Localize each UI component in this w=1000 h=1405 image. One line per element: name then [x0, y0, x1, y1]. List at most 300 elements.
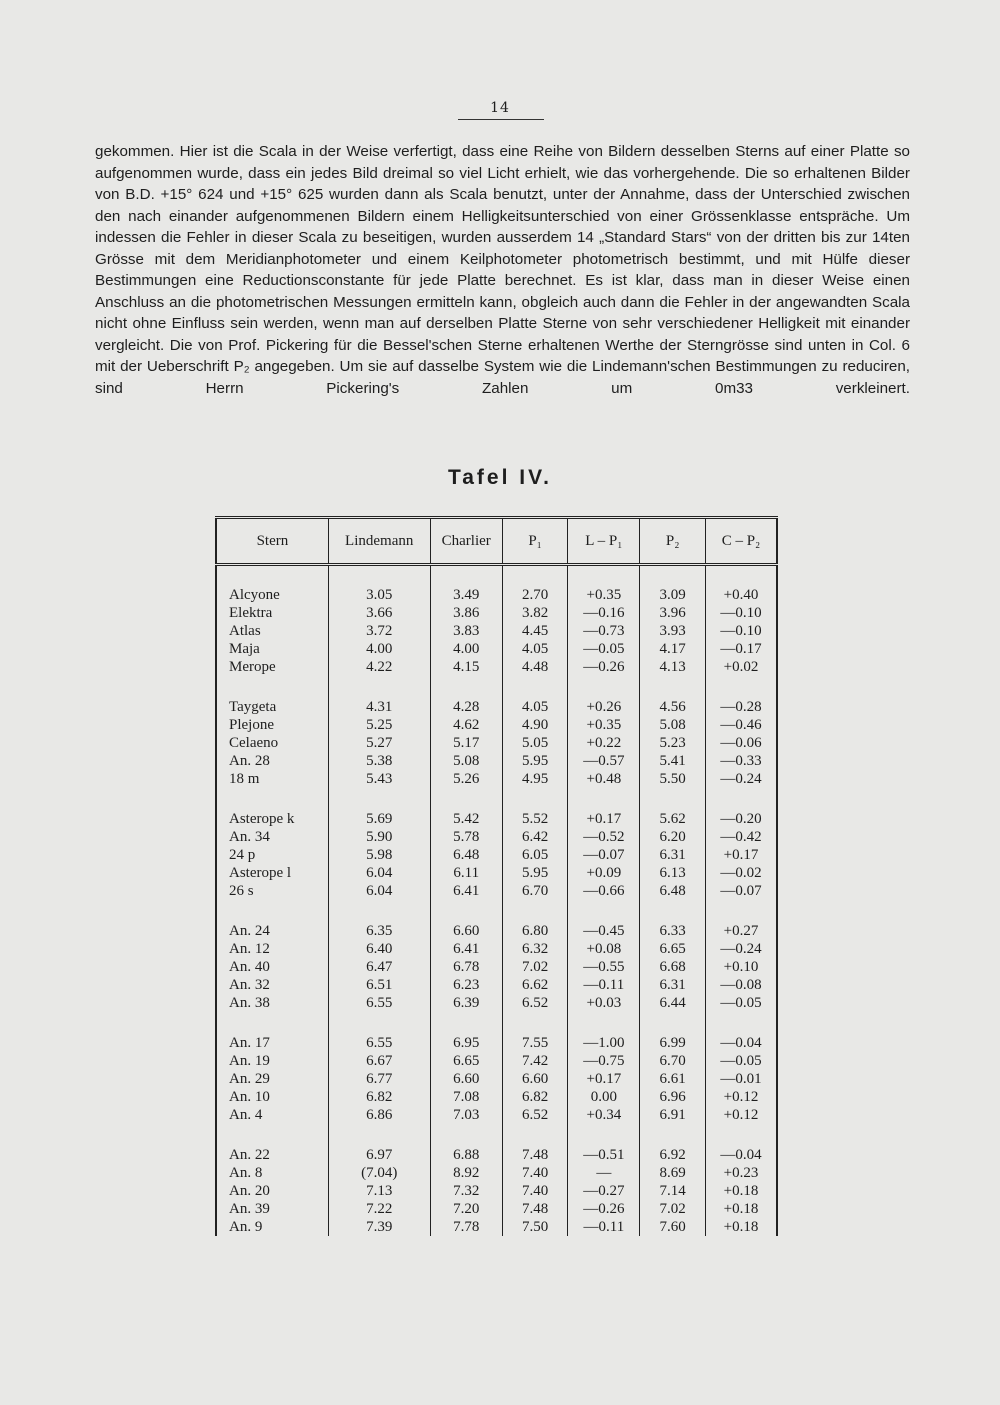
col-header-lindemann: Lindemann — [328, 518, 430, 565]
spacer-cell — [328, 1124, 430, 1146]
cell-c-minus-p2: —0.10 — [705, 622, 777, 640]
cell-charlier: 4.15 — [430, 658, 502, 676]
table-header-row — [216, 518, 777, 565]
cell-l-minus-p1: —0.16 — [568, 604, 640, 622]
cell-charlier: 6.41 — [430, 882, 502, 900]
cell-p1: 6.62 — [502, 976, 568, 994]
col-header-stern: Stern — [216, 518, 328, 565]
cell-charlier: 6.60 — [430, 922, 502, 940]
table-row — [216, 658, 777, 676]
cell-lindemann: 5.90 — [328, 828, 430, 846]
cell-charlier: 7.03 — [430, 1106, 502, 1124]
cell-stern: An. 20 — [216, 1182, 328, 1200]
cell-charlier: 6.60 — [430, 1070, 502, 1088]
cell-stern: Plejone — [216, 716, 328, 734]
table-row — [216, 976, 777, 994]
spacer-cell — [705, 788, 777, 810]
cell-p1: 4.48 — [502, 658, 568, 676]
cell-lindemann: 6.40 — [328, 940, 430, 958]
spacer-cell — [502, 1124, 568, 1146]
cell-lindemann: 7.39 — [328, 1218, 430, 1236]
table-row — [216, 752, 777, 770]
cell-stern: 24 p — [216, 846, 328, 864]
cell-l-minus-p1: +0.35 — [568, 586, 640, 604]
spacer-cell — [640, 900, 706, 922]
cell-p2: 6.91 — [640, 1106, 706, 1124]
cell-c-minus-p2: —0.04 — [705, 1146, 777, 1164]
cell-lindemann: 6.86 — [328, 1106, 430, 1124]
cell-c-minus-p2: —0.42 — [705, 828, 777, 846]
cell-l-minus-p1: —0.66 — [568, 882, 640, 900]
cell-stern: An. 10 — [216, 1088, 328, 1106]
cell-stern: Merope — [216, 658, 328, 676]
spacer-cell — [502, 900, 568, 922]
group-spacer — [216, 900, 777, 922]
cell-c-minus-p2: —0.05 — [705, 994, 777, 1012]
cell-c-minus-p2: —0.20 — [705, 810, 777, 828]
cell-lindemann: 7.22 — [328, 1200, 430, 1218]
cell-charlier: 4.28 — [430, 698, 502, 716]
spacer-cell — [216, 1012, 328, 1034]
table-row — [216, 640, 777, 658]
spacer-cell — [430, 900, 502, 922]
cell-c-minus-p2: —0.08 — [705, 976, 777, 994]
cell-p2: 4.56 — [640, 698, 706, 716]
cell-p1: 2.70 — [502, 586, 568, 604]
cell-l-minus-p1: +0.17 — [568, 1070, 640, 1088]
spacer-cell — [216, 1124, 328, 1146]
cell-l-minus-p1: +0.34 — [568, 1106, 640, 1124]
cell-c-minus-p2: +0.23 — [705, 1164, 777, 1182]
data-table — [215, 516, 778, 1236]
cell-l-minus-p1: +0.17 — [568, 810, 640, 828]
cell-p1: 6.52 — [502, 994, 568, 1012]
cell-l-minus-p1: —0.11 — [568, 976, 640, 994]
cell-lindemann: 6.77 — [328, 1070, 430, 1088]
cell-stern: Alcyone — [216, 586, 328, 604]
table-row — [216, 770, 777, 788]
cell-stern: 18 m — [216, 770, 328, 788]
cell-stern: An. 40 — [216, 958, 328, 976]
spacer-cell — [328, 788, 430, 810]
table-row — [216, 734, 777, 752]
table-row — [216, 604, 777, 622]
cell-p2: 8.69 — [640, 1164, 706, 1182]
cell-lindemann: 6.51 — [328, 976, 430, 994]
cell-p1: 4.05 — [502, 640, 568, 658]
cell-p1: 6.70 — [502, 882, 568, 900]
cell-stern: An. 9 — [216, 1218, 328, 1236]
spacer-cell — [705, 565, 777, 587]
cell-p1: 4.90 — [502, 716, 568, 734]
table-row — [216, 622, 777, 640]
spacer-cell — [216, 788, 328, 810]
cell-p2: 6.20 — [640, 828, 706, 846]
spacer-cell — [705, 676, 777, 698]
col-header-p1: P₁ — [502, 518, 568, 565]
body-paragraph — [95, 141, 910, 399]
cell-l-minus-p1: +0.03 — [568, 994, 640, 1012]
cell-charlier: 6.48 — [430, 846, 502, 864]
cell-p2: 6.33 — [640, 922, 706, 940]
cell-charlier: 6.65 — [430, 1052, 502, 1070]
cell-p1: 4.45 — [502, 622, 568, 640]
cell-p1: 6.82 — [502, 1088, 568, 1106]
cell-l-minus-p1: —0.55 — [568, 958, 640, 976]
group-spacer — [216, 565, 777, 587]
spacer-cell — [502, 676, 568, 698]
cell-lindemann: 5.43 — [328, 770, 430, 788]
cell-lindemann: 6.97 — [328, 1146, 430, 1164]
cell-p2: 6.44 — [640, 994, 706, 1012]
cell-charlier: 7.78 — [430, 1218, 502, 1236]
magnitude-table — [215, 516, 778, 1246]
cell-p2: 6.68 — [640, 958, 706, 976]
cell-p2: 5.23 — [640, 734, 706, 752]
table-row — [216, 1200, 777, 1218]
cell-stern: An. 32 — [216, 976, 328, 994]
cell-p2: 3.96 — [640, 604, 706, 622]
cell-p1: 7.48 — [502, 1146, 568, 1164]
cell-charlier: 6.95 — [430, 1034, 502, 1052]
cell-lindemann: 3.72 — [328, 622, 430, 640]
cell-lindemann: 5.38 — [328, 752, 430, 770]
cell-l-minus-p1: 0.00 — [568, 1088, 640, 1106]
spacer-cell — [216, 676, 328, 698]
cell-l-minus-p1: —1.00 — [568, 1034, 640, 1052]
spacer-cell — [328, 676, 430, 698]
table-row — [216, 1034, 777, 1052]
cell-c-minus-p2: —0.04 — [705, 1034, 777, 1052]
spacer-cell — [328, 565, 430, 587]
cell-charlier: 3.83 — [430, 622, 502, 640]
cell-l-minus-p1: —0.45 — [568, 922, 640, 940]
cell-c-minus-p2: +0.18 — [705, 1218, 777, 1236]
table-row — [216, 940, 777, 958]
cell-p1: 7.40 — [502, 1164, 568, 1182]
cell-lindemann: 6.82 — [328, 1088, 430, 1106]
spacer-cell — [430, 676, 502, 698]
cell-c-minus-p2: —0.07 — [705, 882, 777, 900]
spacer-cell — [502, 565, 568, 587]
spacer-cell — [328, 1012, 430, 1034]
spacer-cell — [705, 1012, 777, 1034]
table-row — [216, 994, 777, 1012]
cell-charlier: 5.42 — [430, 810, 502, 828]
cell-c-minus-p2: +0.17 — [705, 846, 777, 864]
cell-lindemann: 6.55 — [328, 1034, 430, 1052]
paragraph-text: gekommen. Hier ist die Scala in der Weise verfertigt, dass eine Reihe von Bildern desselben Sterns auf einer Platte so aufgenommen wurde, dass ein jedes Bild dreimal so viel Licht erhielt, wie das vorhergehende. Die so erhaltenen Bilder von B.D. +15° 624 und +15° 625 wurden dann als Scala benutzt, unter der Annahme, dass der Unterschied zwischen den nach einander aufgenommenen Bildern einem Helligkeitsunterschied von einer Grössenklasse entspräche. Um indessen die Fehler in dieser Scala zu beseitigen, wurden ausserdem 14 „Standard Stars“ von der dritten bis zur 14ten Grösse mit dem Meridianphotometer und einem Keilphotometer photometrisch bestimmt, und mit Hülfe dieser Bestimmungen eine Reductionsconstante für jede Platte berechnet. Es ist klar, dass man in dieser Weise einen Anschluss an die photometrischen Messungen ermitteln kann, obgleich auch dann die Fehler in der angewandten Scala nicht ohne Einfluss sein werden, wenn man auf derselben Platte Sterne von sehr verschiedener Helligkeit mit einander vergleicht. Die von Prof. Pickering für die Bessel'schen Sterne erhaltenen Werthe der Sterngrösse sind unten in Col. 6 mit der Ueberschrift P₂ angegeben. Um sie auf dasselbe System wie die Lindemann'schen Bestimmungen zu reduciren, sind Herrn Pickering's Zahlen um 0m33 verkleinert. — [95, 143, 910, 397]
spacer-cell — [640, 676, 706, 698]
cell-stern: An. 8 — [216, 1164, 328, 1182]
cell-stern: An. 38 — [216, 994, 328, 1012]
cell-p2: 6.31 — [640, 976, 706, 994]
table-body — [216, 565, 777, 1237]
cell-c-minus-p2: —0.24 — [705, 770, 777, 788]
cell-lindemann: 4.31 — [328, 698, 430, 716]
cell-l-minus-p1: +0.48 — [568, 770, 640, 788]
cell-stern: An. 39 — [216, 1200, 328, 1218]
cell-p2: 4.13 — [640, 658, 706, 676]
table-row — [216, 1106, 777, 1124]
table-row — [216, 846, 777, 864]
cell-p1: 4.95 — [502, 770, 568, 788]
cell-l-minus-p1: — — [568, 1164, 640, 1182]
cell-p2: 6.13 — [640, 864, 706, 882]
cell-p2: 5.08 — [640, 716, 706, 734]
cell-p2: 7.02 — [640, 1200, 706, 1218]
cell-charlier: 8.92 — [430, 1164, 502, 1182]
cell-lindemann: 6.04 — [328, 864, 430, 882]
cell-p2: 7.14 — [640, 1182, 706, 1200]
cell-stern: An. 24 — [216, 922, 328, 940]
cell-p1: 4.05 — [502, 698, 568, 716]
cell-p2: 6.70 — [640, 1052, 706, 1070]
cell-p1: 7.48 — [502, 1200, 568, 1218]
cell-p1: 6.42 — [502, 828, 568, 846]
table-row — [216, 1164, 777, 1182]
cell-c-minus-p2: —0.05 — [705, 1052, 777, 1070]
table-row — [216, 828, 777, 846]
cell-stern: An. 17 — [216, 1034, 328, 1052]
cell-charlier: 5.26 — [430, 770, 502, 788]
cell-lindemann: 7.13 — [328, 1182, 430, 1200]
page-number-rule — [458, 119, 544, 120]
table-row — [216, 1146, 777, 1164]
cell-l-minus-p1: +0.26 — [568, 698, 640, 716]
cell-lindemann: 6.35 — [328, 922, 430, 940]
cell-l-minus-p1: —0.07 — [568, 846, 640, 864]
cell-p2: 5.41 — [640, 752, 706, 770]
table-title: Tafel IV. — [447, 466, 553, 489]
spacer-cell — [502, 788, 568, 810]
col-header-c-minus-p2: C – P₂ — [705, 518, 777, 565]
table-row — [216, 716, 777, 734]
cell-lindemann: 3.05 — [328, 586, 430, 604]
cell-p2: 6.31 — [640, 846, 706, 864]
spacer-cell — [430, 1124, 502, 1146]
cell-charlier: 5.78 — [430, 828, 502, 846]
group-spacer — [216, 1012, 777, 1034]
spacer-cell — [568, 1012, 640, 1034]
cell-stern: Asterope l — [216, 864, 328, 882]
cell-charlier: 6.41 — [430, 940, 502, 958]
cell-lindemann: 4.00 — [328, 640, 430, 658]
cell-charlier: 6.78 — [430, 958, 502, 976]
cell-p1: 7.02 — [502, 958, 568, 976]
group-spacer — [216, 1124, 777, 1146]
cell-p1: 6.80 — [502, 922, 568, 940]
cell-charlier: 7.08 — [430, 1088, 502, 1106]
cell-stern: An. 19 — [216, 1052, 328, 1070]
cell-c-minus-p2: +0.12 — [705, 1088, 777, 1106]
cell-c-minus-p2: +0.10 — [705, 958, 777, 976]
cell-lindemann: 6.47 — [328, 958, 430, 976]
cell-charlier: 7.32 — [430, 1182, 502, 1200]
cell-charlier: 5.08 — [430, 752, 502, 770]
cell-p1: 7.50 — [502, 1218, 568, 1236]
cell-lindemann: (7.04) — [328, 1164, 430, 1182]
cell-c-minus-p2: +0.12 — [705, 1106, 777, 1124]
cell-stern: An. 22 — [216, 1146, 328, 1164]
cell-stern: Taygeta — [216, 698, 328, 716]
cell-c-minus-p2: —0.24 — [705, 940, 777, 958]
cell-p1: 7.55 — [502, 1034, 568, 1052]
cell-lindemann: 5.27 — [328, 734, 430, 752]
cell-l-minus-p1: —0.57 — [568, 752, 640, 770]
cell-l-minus-p1: —0.52 — [568, 828, 640, 846]
cell-l-minus-p1: —0.27 — [568, 1182, 640, 1200]
cell-p1: 7.40 — [502, 1182, 568, 1200]
cell-c-minus-p2: —0.02 — [705, 864, 777, 882]
cell-lindemann: 5.69 — [328, 810, 430, 828]
cell-l-minus-p1: —0.51 — [568, 1146, 640, 1164]
cell-p2: 6.61 — [640, 1070, 706, 1088]
group-spacer — [216, 788, 777, 810]
table-row — [216, 1182, 777, 1200]
cell-lindemann: 4.22 — [328, 658, 430, 676]
cell-stern: An. 12 — [216, 940, 328, 958]
cell-stern: Elektra — [216, 604, 328, 622]
spacer-cell — [568, 676, 640, 698]
cell-charlier: 7.20 — [430, 1200, 502, 1218]
page-number: 14 — [490, 100, 510, 116]
cell-l-minus-p1: —0.75 — [568, 1052, 640, 1070]
cell-c-minus-p2: —0.10 — [705, 604, 777, 622]
cell-p2: 5.50 — [640, 770, 706, 788]
cell-charlier: 4.00 — [430, 640, 502, 658]
spacer-cell — [216, 565, 328, 587]
spacer-cell — [640, 565, 706, 587]
spacer-cell — [430, 1012, 502, 1034]
spacer-cell — [705, 1124, 777, 1146]
spacer-cell — [640, 788, 706, 810]
cell-p2: 6.65 — [640, 940, 706, 958]
cell-stern: Atlas — [216, 622, 328, 640]
cell-p1: 5.95 — [502, 864, 568, 882]
cell-lindemann: 6.55 — [328, 994, 430, 1012]
spacer-cell — [568, 788, 640, 810]
cell-l-minus-p1: +0.08 — [568, 940, 640, 958]
spacer-cell — [430, 565, 502, 587]
table-row — [216, 882, 777, 900]
spacer-cell — [216, 900, 328, 922]
cell-l-minus-p1: —0.26 — [568, 1200, 640, 1218]
spacer-cell — [705, 900, 777, 922]
cell-p2: 5.62 — [640, 810, 706, 828]
cell-p1: 6.32 — [502, 940, 568, 958]
cell-l-minus-p1: —0.11 — [568, 1218, 640, 1236]
cell-c-minus-p2: +0.27 — [705, 922, 777, 940]
cell-l-minus-p1: —0.26 — [568, 658, 640, 676]
cell-p1: 6.52 — [502, 1106, 568, 1124]
cell-stern: An. 28 — [216, 752, 328, 770]
cell-l-minus-p1: —0.05 — [568, 640, 640, 658]
cell-p2: 3.93 — [640, 622, 706, 640]
cell-lindemann: 6.67 — [328, 1052, 430, 1070]
cell-p2: 6.92 — [640, 1146, 706, 1164]
cell-charlier: 6.88 — [430, 1146, 502, 1164]
spacer-cell — [568, 565, 640, 587]
cell-charlier: 5.17 — [430, 734, 502, 752]
cell-p2: 7.60 — [640, 1218, 706, 1236]
cell-l-minus-p1: —0.73 — [568, 622, 640, 640]
cell-p2: 6.99 — [640, 1034, 706, 1052]
cell-stern: Celaeno — [216, 734, 328, 752]
cell-charlier: 6.23 — [430, 976, 502, 994]
spacer-cell — [502, 1012, 568, 1034]
cell-p2: 3.09 — [640, 586, 706, 604]
spacer-cell — [328, 900, 430, 922]
cell-stern: An. 29 — [216, 1070, 328, 1088]
cell-c-minus-p2: —0.28 — [705, 698, 777, 716]
cell-p1: 5.95 — [502, 752, 568, 770]
cell-c-minus-p2: +0.18 — [705, 1182, 777, 1200]
cell-c-minus-p2: —0.01 — [705, 1070, 777, 1088]
cell-stern: Asterope k — [216, 810, 328, 828]
cell-charlier: 6.11 — [430, 864, 502, 882]
spacer-cell — [640, 1012, 706, 1034]
cell-lindemann: 5.25 — [328, 716, 430, 734]
cell-stern: An. 34 — [216, 828, 328, 846]
cell-charlier: 4.62 — [430, 716, 502, 734]
table-row — [216, 958, 777, 976]
cell-charlier: 3.86 — [430, 604, 502, 622]
cell-c-minus-p2: —0.06 — [705, 734, 777, 752]
cell-l-minus-p1: +0.22 — [568, 734, 640, 752]
col-header-l-minus-p1: L – P₁ — [568, 518, 640, 565]
cell-stern: 26 s — [216, 882, 328, 900]
table-row — [216, 1218, 777, 1236]
cell-c-minus-p2: +0.40 — [705, 586, 777, 604]
cell-c-minus-p2: —0.33 — [705, 752, 777, 770]
spacer-cell — [568, 1124, 640, 1146]
cell-p1: 7.42 — [502, 1052, 568, 1070]
cell-l-minus-p1: +0.35 — [568, 716, 640, 734]
cell-p1: 6.05 — [502, 846, 568, 864]
table-row — [216, 1070, 777, 1088]
cell-c-minus-p2: +0.18 — [705, 1200, 777, 1218]
cell-c-minus-p2: +0.02 — [705, 658, 777, 676]
group-spacer — [216, 676, 777, 698]
col-header-p2: P₂ — [640, 518, 706, 565]
cell-p1: 3.82 — [502, 604, 568, 622]
table-row — [216, 864, 777, 882]
table-row — [216, 1088, 777, 1106]
cell-p2: 4.17 — [640, 640, 706, 658]
cell-charlier: 6.39 — [430, 994, 502, 1012]
cell-p1: 5.52 — [502, 810, 568, 828]
cell-stern: Maja — [216, 640, 328, 658]
cell-l-minus-p1: +0.09 — [568, 864, 640, 882]
cell-lindemann: 6.04 — [328, 882, 430, 900]
cell-c-minus-p2: —0.46 — [705, 716, 777, 734]
table-row — [216, 922, 777, 940]
spacer-cell — [640, 1124, 706, 1146]
cell-p1: 5.05 — [502, 734, 568, 752]
col-header-charlier: Charlier — [430, 518, 502, 565]
cell-p2: 6.48 — [640, 882, 706, 900]
cell-charlier: 3.49 — [430, 586, 502, 604]
spacer-cell — [568, 900, 640, 922]
cell-c-minus-p2: —0.17 — [705, 640, 777, 658]
cell-lindemann: 3.66 — [328, 604, 430, 622]
cell-p1: 6.60 — [502, 1070, 568, 1088]
cell-lindemann: 5.98 — [328, 846, 430, 864]
spacer-cell — [430, 788, 502, 810]
table-row — [216, 810, 777, 828]
cell-p2: 6.96 — [640, 1088, 706, 1106]
